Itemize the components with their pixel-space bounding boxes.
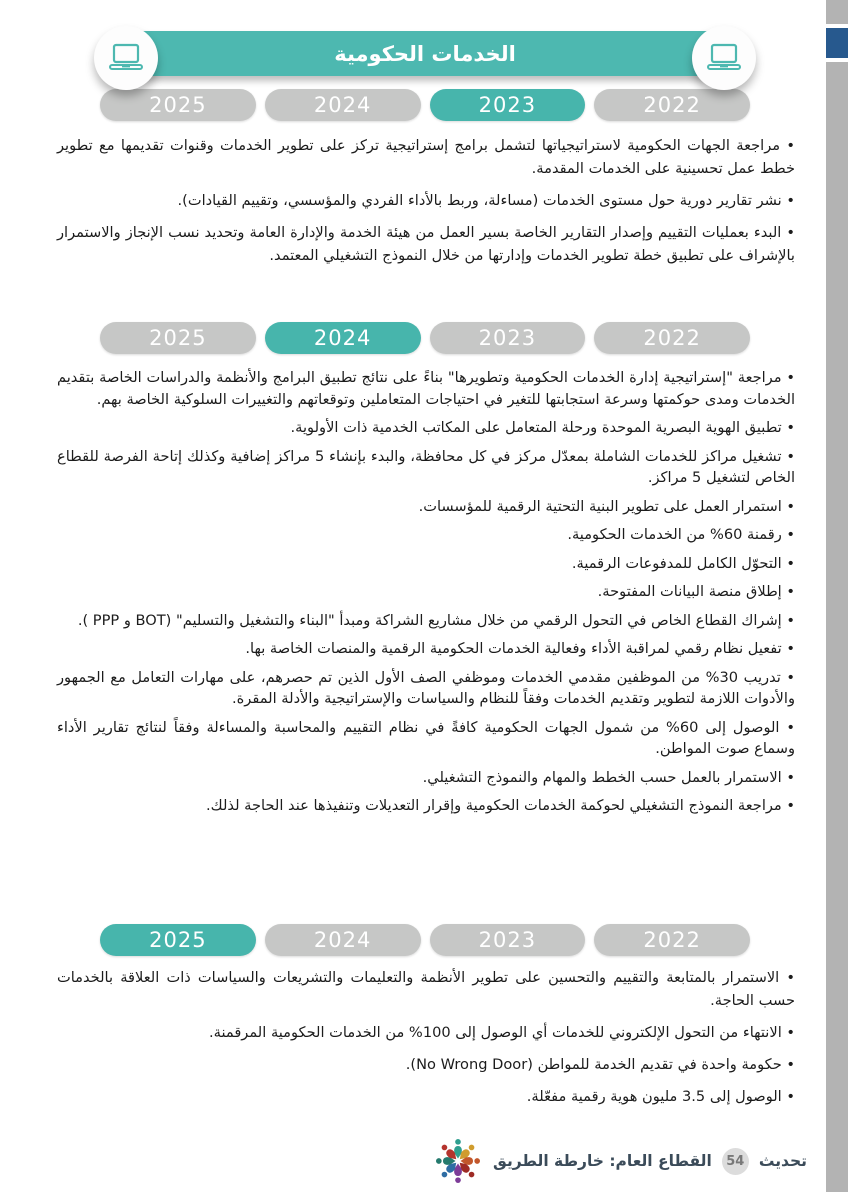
bullet-item: • مراجعة النموذج التشغيلي لحوكمة الخدمات الحكومية وإقرار التعديلات وتنفيذها عند الحاجة لذلك. — [57, 795, 795, 817]
year-tab-2023[interactable]: 2023 — [430, 322, 586, 354]
footer-title-rest: القطاع العام: خارطة الطريق — [492, 1152, 712, 1170]
bullet-item: • تطبيق الهوية البصرية الموحدة ورحلة المتعامل على المكاتب الخدمية ذات الأولوية. — [57, 417, 795, 439]
laptop-icon-badge-right — [692, 26, 756, 90]
bullet-item: • مراجعة الجهات الحكومية لاستراتيجياتها لتشمل برامج إستراتيجية تركز على تطوير الخدمات وقنوات تقديمها مع تطوير خطط عمل تحسينية على الخدمات المقدمة. — [57, 134, 795, 180]
year-tab-2024[interactable]: 2024 — [265, 89, 421, 121]
bullet-item: • الانتهاء من التحول الإلكتروني للخدمات أي الوصول إلى 100% من الخدمات الحكومية المرقمنة. — [57, 1021, 795, 1044]
ministry-logo — [433, 1136, 483, 1186]
year-tab-2022[interactable]: 2022 — [594, 924, 750, 956]
year-tab-2025[interactable]: 2025 — [100, 89, 256, 121]
bullet-item: • البدء بعمليات التقييم وإصدار التقارير الخاصة بسير العمل من هيئة الخدمة والإدارة العامة وتحديد نسب الإنجاز والاستمرار بالإشراف على تطبيق خطة تطوير الخدمات وإدارتها من خلال النموذج التشغيلي المعتمد. — [57, 221, 795, 267]
year-tab-2022[interactable]: 2022 — [594, 322, 750, 354]
bullet-item: • رقمنة 60% من الخدمات الحكومية. — [57, 524, 795, 546]
year-tab-2023-active[interactable]: 2023 — [430, 89, 586, 121]
year-tabs-row-3 — [100, 924, 750, 956]
bullet-item: • استمرار العمل على تطوير البنية التحتية الرقمية للمؤسسات. — [57, 496, 795, 518]
bullet-item: • إطلاق منصة البيانات المفتوحة. — [57, 581, 795, 603]
bullet-item: • تفعيل نظام رقمي لمراقبة الأداء وفعالية الخدمات الحكومية الرقمية والمنصات الخاصة بها. — [57, 638, 795, 660]
year-tab-2022[interactable]: 2022 — [594, 89, 750, 121]
page-footer — [433, 1138, 807, 1184]
year-tab-2025-active[interactable]: 2025 — [100, 924, 256, 956]
bullet-item: • مراجعة "إستراتيجية إدارة الخدمات الحكومية وتطويرها" بناءً على نتائج تطبيق البرامج والأنظمة والدراسات الخاصة بتقديم الخدمات ومدى حوكمتها وسرعة استجابتها للتغير في احتياجات المتعاملين وتوقعاتهم والتغييرات السلوكية الخاصة بهم. — [57, 367, 795, 410]
bullet-item: • الاستمرار بالمتابعة والتقييم والتحسين على تطوير الأنظمة والتعليمات والتشريعات والسياسات ذات العلاقة بالخدمات حسب الحاجة. — [57, 966, 795, 1012]
laptop-icon — [705, 43, 743, 73]
bullet-item: • تشغيل مراكز للخدمات الشاملة بمعدّل مركز في كل محافظة، والبدء بإنشاء 5 مراكز إضافية وكذلك إتاحة الفرصة للقطاع الخاص لتشغيل 5 مراكز. — [57, 446, 795, 489]
bullet-item: • حكومة واحدة في تقديم الخدمة للمواطن ⁦(No Wrong Door)⁩. — [57, 1053, 795, 1076]
bullet-item: • الوصول إلى 60% من شمول الجهات الحكومية كافةً في نظام التقييم والمحاسبة والمساءلة وفقاً لنتائج تقارير الأداء وسماع صوت المواطن. — [57, 717, 795, 760]
year-tabs-row-1 — [100, 89, 750, 121]
bullet-item: • إشراك القطاع الخاص في التحول الرقمي من خلال مشاريع الشراكة ومبدأ "البناء والتشغيل والتسليم" ⁦( PPP و BOT)⁩. — [57, 610, 795, 632]
year-tab-2023[interactable]: 2023 — [430, 924, 586, 956]
people-circle-logo-icon — [433, 1136, 483, 1186]
header-banner — [118, 31, 732, 76]
section-tab-wrap — [826, 24, 848, 62]
year-tab-2025[interactable]: 2025 — [100, 322, 256, 354]
year-tab-2024[interactable]: 2024 — [265, 924, 421, 956]
laptop-icon — [107, 43, 145, 73]
bullet-item: • الوصول إلى 3.5 مليون هوية رقمية مفعّلة. — [57, 1085, 795, 1108]
bullet-list-2023 — [57, 134, 795, 276]
bullet-item: • نشر تقارير دورية حول مستوى الخدمات (مساءلة، وربط بالأداء الفردي والمؤسسي، وتقييم القيادات). — [57, 189, 795, 212]
bullet-item: • الاستمرار بالعمل حسب الخطط والمهام والنموذج التشغيلي. — [57, 767, 795, 789]
section-tab-indicator — [826, 28, 848, 58]
bullet-item: • التحوّل الكامل للمدفوعات الرقمية. — [57, 553, 795, 575]
bullet-list-2025 — [57, 966, 795, 1117]
laptop-icon-badge-left — [94, 26, 158, 90]
year-tab-2024-active[interactable]: 2024 — [265, 322, 421, 354]
year-tabs-row-2 — [100, 322, 750, 354]
bullet-item: • تدريب 30% من الموظفين مقدمي الخدمات وموظفي الصف الأول الذين تم حصرهم، على مهارات التعامل مع الجمهور والأدوات اللازمة لتطوير وتقديم الخدمات وفقاً للنظام والسياسات والإستراتيجية والأدلة المقرة. — [57, 667, 795, 710]
page-number-badge: 54 — [722, 1148, 749, 1175]
page-edge-strip — [826, 0, 848, 1192]
bullet-list-2024 — [57, 367, 795, 824]
page-title: الخدمات الحكومية — [334, 41, 516, 66]
footer-title-lead: تحديث — [758, 1152, 807, 1170]
